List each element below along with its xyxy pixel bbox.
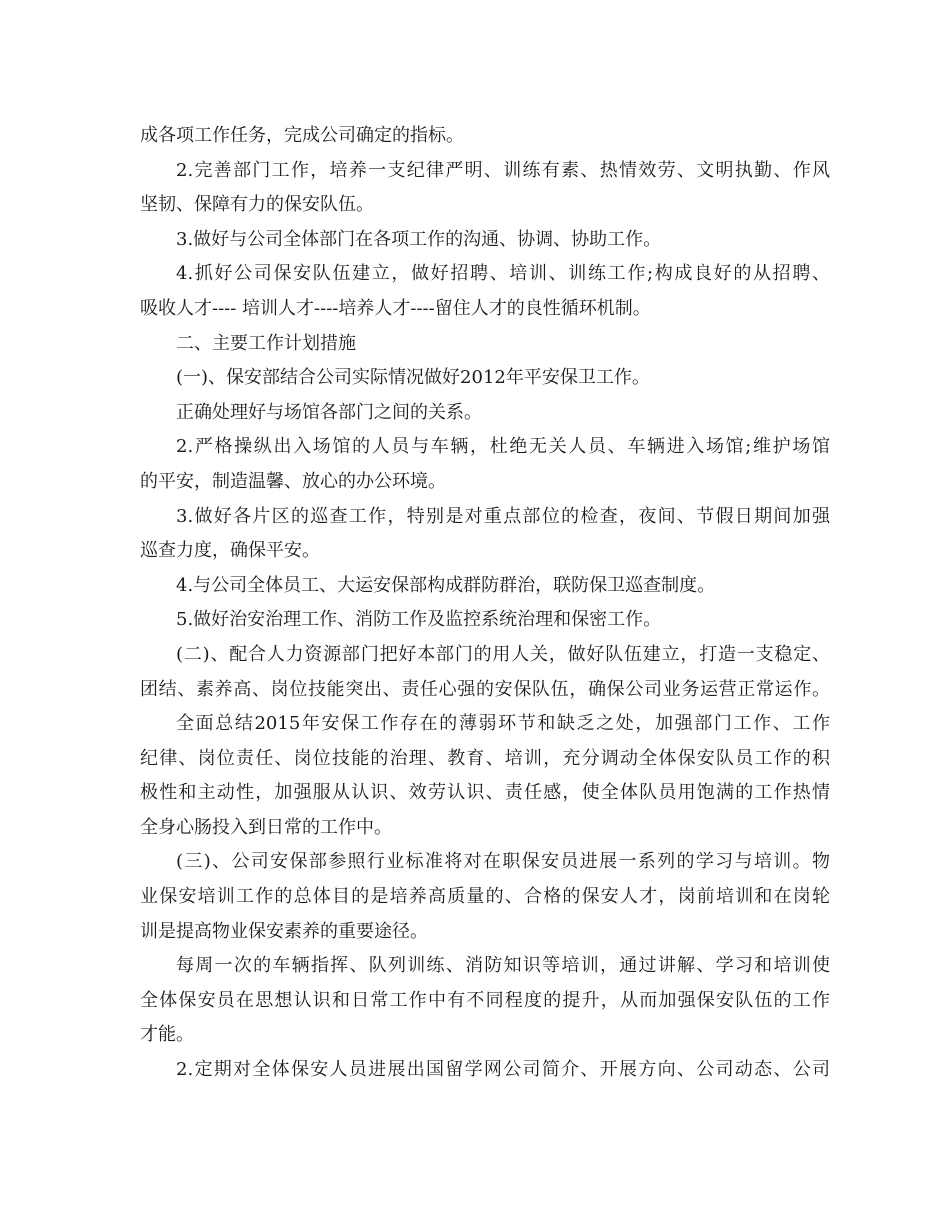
text-line: 全面总结2015年安保工作存在的薄弱环节和缺乏之处，加强部门工作、工作 (176, 713, 830, 735)
section-heading: 二、主要工作计划措施 (176, 332, 356, 354)
text-line: 每周一次的车辆指挥、队列训练、消防知识等培训，通过讲解、学习和培训使 (176, 955, 830, 977)
text-line: (三)、公司安保部参照行业标准将对在职保安员进展一系列的学习与培训。物 (176, 851, 830, 873)
text-line: 2.完善部门工作，培养一支纪律严明、训练有素、热情效劳、文明执勤、作风 (176, 159, 830, 181)
text-line: 的平安，制造温馨、放心的办公环境。 (140, 470, 446, 492)
text-line: 全体保安员在思想认识和日常工作中有不同程度的提升，从而加强保安队伍的工作 (140, 989, 830, 1011)
text-line: 4.与公司全体员工、大运安保部构成群防群治，联防保卫巡查制度。 (176, 574, 716, 596)
text-line: 4.抓好公司保安队伍建立，做好招聘、培训、训练工作;构成良好的从招聘、 (176, 263, 830, 285)
text-line: 团结、素养高、岗位技能突出、责任心强的安保队伍，确保公司业务运营正常运作。 (140, 678, 830, 700)
text-line: 纪律、岗位责任、岗位技能的治理、教育、培训，充分调动全体保安队员工作的积 (140, 747, 830, 769)
document-body (140, 119, 830, 1088)
text-line: 巡查力度，确保平安。 (140, 540, 320, 562)
text-line: 3.做好各片区的巡查工作，特别是对重点部位的检查，夜间、节假日期间加强 (176, 505, 830, 527)
text-line: 才能。 (140, 1024, 194, 1046)
text-line: 2.严格操纵出入场馆的人员与车辆，杜绝无关人员、车辆进入场馆;维护场馆 (176, 436, 830, 458)
text-line: 成各项工作任务，完成公司确定的指标。 (140, 125, 464, 146)
text-line: 正确处理好与场馆各部门之间的关系。 (176, 401, 482, 423)
text-line: (二)、配合人力资源部门把好本部门的用人关，做好队伍建立，打造一支稳定、 (176, 643, 830, 665)
text-line: 吸收人才---- 培训人才----培养人才----留住人才的良性循环机制。 (140, 297, 651, 319)
text-line: 5.做好治安治理工作、消防工作及监控系统治理和保密工作。 (176, 609, 662, 631)
text-line: 全身心肠投入到日常的工作中。 (140, 816, 392, 838)
text-line: 3.做好与公司全体部门在各项工作的沟通、协调、协助工作。 (176, 228, 662, 250)
text-line: 极性和主动性，加强服从认识、效劳认识、责任感，使全体队员用饱满的工作热情 (140, 782, 830, 804)
text-line: 业保安培训工作的总体目的是培养高质量的、合格的保安人才，岗前培训和在岗轮 (140, 886, 830, 908)
text-line: (一)、保安部结合公司实际情况做好2012年平安保卫工作。 (176, 367, 650, 389)
text-line: 训是提高物业保安素养的重要途径。 (140, 920, 428, 942)
text-line: 坚韧、保障有力的保安队伍。 (140, 194, 374, 216)
text-line: 2.定期对全体保安人员进展出国留学网公司简介、开展方向、公司动态、公司 (176, 1059, 830, 1081)
